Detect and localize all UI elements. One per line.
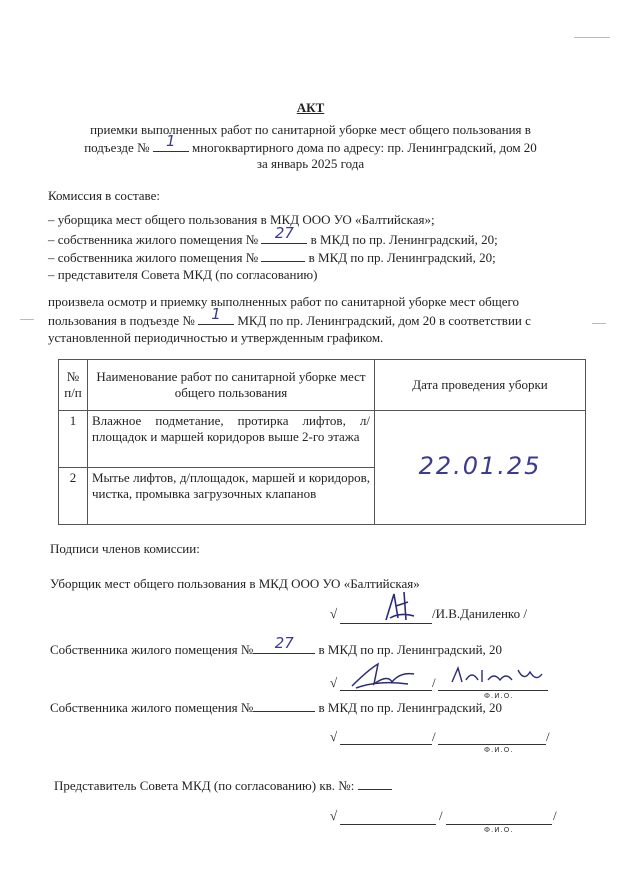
slash: / <box>439 808 443 823</box>
header-date: Дата проведения уборки <box>375 360 586 411</box>
check-mark: √ <box>330 808 338 823</box>
rep-line: Представитель Совета МКД (по согласованию) кв. №: <box>54 777 392 794</box>
owner2-signature-line <box>340 743 432 745</box>
intro-line-3: установленной периодичностью и утвержденным графиком. <box>48 330 384 345</box>
fio-caption: Ф.И.О. <box>484 826 514 834</box>
cleaner-name: /И.В.Даниленко / <box>432 606 527 621</box>
table-header-row <box>59 360 586 411</box>
scan-mark <box>574 36 610 38</box>
owner1-line: Собственника жилого помещения № 27 в МКД по пр. Ленинградский, 20 <box>50 634 503 657</box>
slash: / <box>546 729 550 744</box>
cleaner-label: Уборщик мест общего пользования в МКД ООО УО «Балтийская» <box>50 576 420 591</box>
header-line-3: за январь 2025 года <box>256 156 365 171</box>
scan-mark <box>20 318 34 320</box>
rep-signature-line <box>340 823 436 825</box>
slash: / <box>432 675 436 690</box>
intro-line-2: пользования в подъезде № 1 МКД по пр. Ленинградский, дом 20 в соответствии с <box>48 305 531 328</box>
slash: / <box>553 808 557 823</box>
cleaner-signature <box>380 588 420 628</box>
commission-item-2: – собственника жилого помещения № 27 в МКД по пр. Ленинградский, 20; <box>48 224 498 247</box>
commission-item-3: – собственника жилого помещения № в МКД по пр. Ленинградский, 20; <box>48 250 496 265</box>
owner1-signature <box>348 660 418 692</box>
commission-heading: Комиссия в составе: <box>48 188 160 203</box>
check-mark: √ <box>330 675 338 690</box>
document-title: АКТ <box>296 100 325 115</box>
handwritten-entrance-number: 1 <box>165 132 176 150</box>
check-mark: √ <box>330 729 338 744</box>
check-mark: √ <box>330 606 338 621</box>
entrance-number-blank <box>153 132 189 152</box>
scan-mark <box>592 322 606 324</box>
fio-caption: Ф.И.О. <box>484 692 514 700</box>
signatures-heading: Подписи членов комиссии: <box>50 541 200 556</box>
row-number: 2 <box>59 468 88 525</box>
fio-caption: Ф.И.О. <box>484 746 514 754</box>
header-line-2: подъезде № 1 многоквартирного дома по адресу: пр. Ленинградский, дом 20 <box>84 132 537 155</box>
handwritten-apartment-number: 27 <box>274 224 294 242</box>
header-work-name: Наименование работ по санитарной уборке мест общего пользования <box>88 360 375 411</box>
handwritten-date: 22.01.25 <box>418 451 542 480</box>
header-line-1: приемки выполненных работ по санитарной уборке мест общего пользования в <box>90 122 531 137</box>
owner1-handwritten-name <box>448 662 548 688</box>
commission-item-4: – представителя Совета МКД (по согласованию) <box>48 267 318 282</box>
intro-line-1: произвела осмотр и приемку выполненных работ по санитарной уборке мест общего <box>48 294 520 309</box>
row-number: 1 <box>59 411 88 468</box>
handwritten-owner-apartment: 27 <box>274 634 294 652</box>
table-row <box>59 411 586 468</box>
slash: / <box>432 729 436 744</box>
owner2-line: Собственника жилого помещения № в МКД по пр. Ленинградский, 20 <box>50 700 503 715</box>
row-work-name: Мытье лифтов, д/площадок, маршей и коридоров, чистка, промывка загрузочных клапанов <box>88 468 375 525</box>
date-cell <box>375 411 586 525</box>
commission-item-1: – уборщика мест общего пользования в МКД ООО УО «Балтийская»; <box>48 212 435 227</box>
row-work-name: Влажное подметание, протирка лифтов, л/площадок и маршей коридоров выше 2-го этажа <box>88 411 375 468</box>
works-table <box>58 359 586 525</box>
header-number: № п/п <box>59 360 88 411</box>
